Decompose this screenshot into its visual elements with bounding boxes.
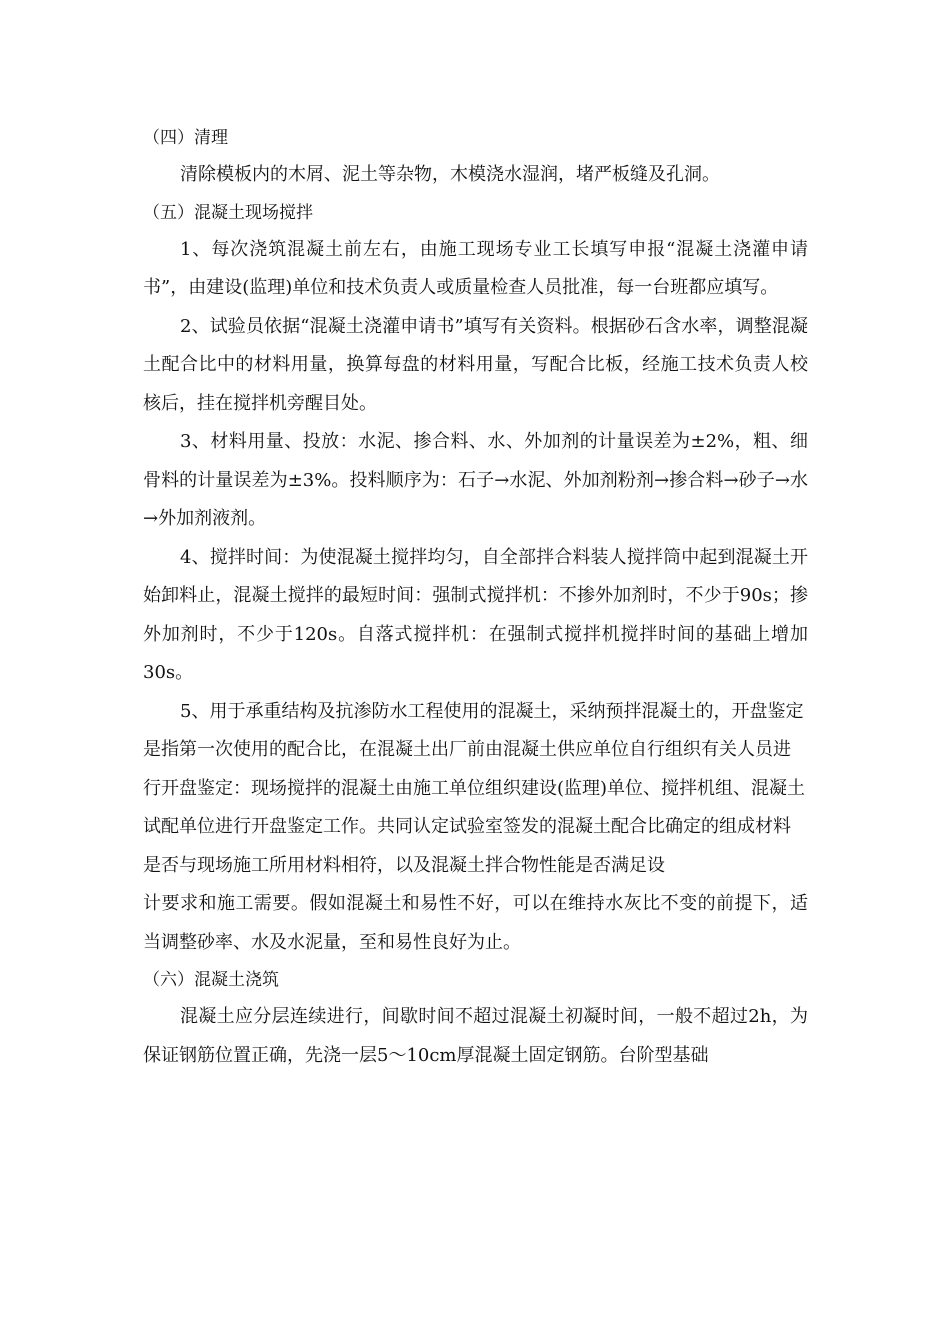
paragraph-mixing-5: 5、用于承重结构及抗渗防水工程使用的混凝土，采纳预拌混凝土的，开盘鉴定是指第一次使用的配合比，在混凝土出厂前由混凝土供应单位自行组织有关人员进行开盘鉴定：现场搅拌的混凝土由施工单位组织建设(监理)单位、搅拌机组、混凝土试配单位进行开盘鉴定工作。共同认定试验室签发的混凝土配合比确定的组成材料是否与现场施工所用材料相符，以及混凝土拌合物性能是否满足设 [143, 700, 806, 876]
paragraph-mixing-3: 3、材料用量、投放：水泥、掺合料、水、外加剂的计量误差为±2%，粗、细骨料的计量误差为±3%。投料顺序为：石子→水泥、外加剂粉剂→掺合料→砂子→水→外加剂液剂。 [143, 431, 808, 529]
paragraph-pouring: 混凝土应分层连续进行，间歇时间不超过混凝土初凝时间，一般不超过2h，为保证钢筋位置正确，先浇一层5～10cm厚混凝土固定钢筋。台阶型基础 [143, 1006, 808, 1066]
paragraph-mixing-4: 4、搅拌时间：为使混凝土搅拌均匀，自全部拌合料装人搅拌筒中起到混凝土开始卸料止，混凝土搅拌的最短时间：强制式搅拌机：不掺外加剂时，不少于90s；掺外加剂时，不少于120s。自落式搅拌机：在强制式搅拌机搅拌时间的基础上增加30s。 [143, 546, 808, 683]
paragraph-mixing-2: 2、试验员依据“混凝土浇灌申请书”填写有关资料。根据砂石含水率，调整混凝土配合比中的材料用量，换算每盘的材料用量，写配合比板，经施工技术负责人校核后，挂在搅拌机旁醒目处。 [143, 315, 808, 414]
section-heading-clean: （四）清理 [143, 128, 228, 148]
section-heading-mixing: （五）混凝土现场搅拌 [143, 202, 313, 223]
paragraph-mixing-1: 1、每次浇筑混凝土前左右，由施工现场专业工长填写申报“混凝土浇灌申请书”，由建设(监理)单位和技术负责人或质量检查人员批准，每一台班都应填写。 [143, 238, 808, 298]
paragraph-mixing-5-continued: 计要求和施工需要。假如混凝土和易性不好，可以在维持水灰比不变的前提下，适当调整砂率、水及水泥量，至和易性良好为止。 [143, 893, 808, 953]
section-heading-pouring: （六）混凝土浇筑 [143, 970, 279, 990]
paragraph-clean-formwork: 清除模板内的木屑、泥土等杂物，木模浇水湿润，堵严板缝及孔洞。 [180, 164, 720, 185]
document-body [143, 120, 808, 1075]
